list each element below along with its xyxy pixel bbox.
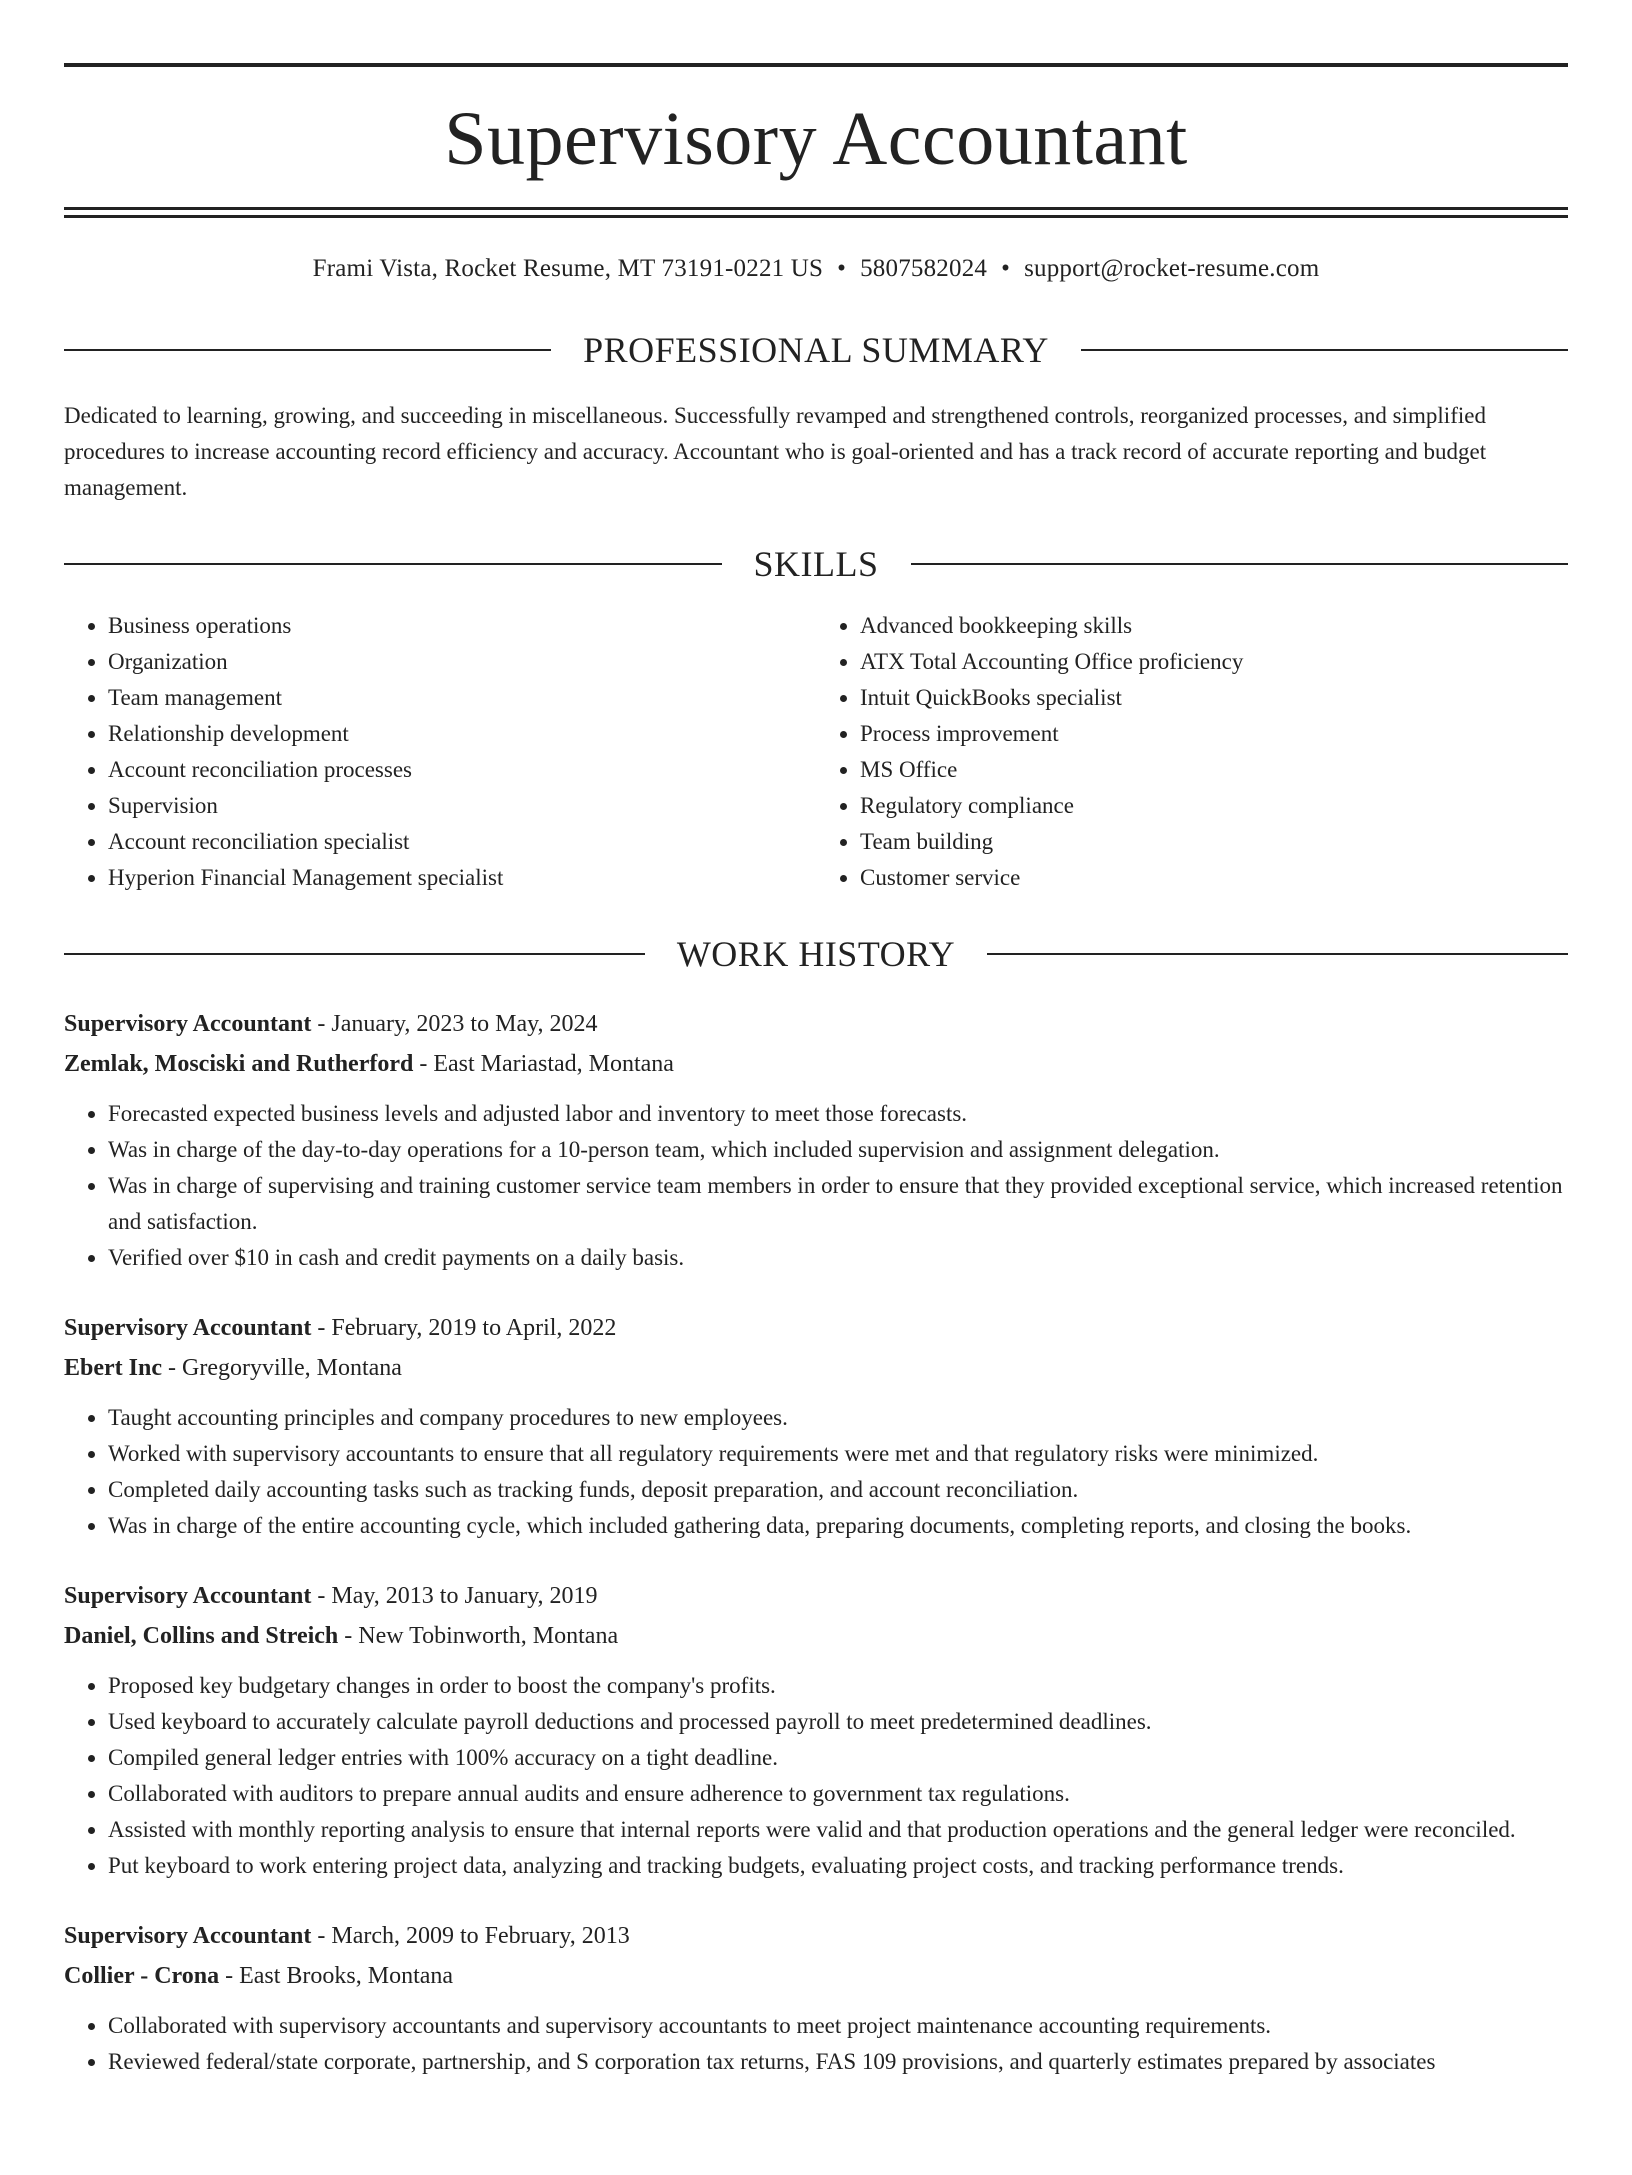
contact-separator: • (837, 255, 847, 282)
job-entry (64, 1916, 1568, 2080)
skill-item: • Regulatory compliance (860, 788, 1568, 824)
job-bullet: • Completed daily accounting tasks such as tracking funds, deposit preparation, and account reconciliation. (108, 1472, 1568, 1508)
job-company-line (64, 1044, 1568, 1084)
job-bullet: • Was in charge of supervising and training customer service team members in order to ensure that they provided exceptional service, which increased retention and satisfaction. (108, 1168, 1568, 1240)
job-bullets (64, 2008, 1568, 2080)
work-history-heading (64, 936, 1568, 972)
job-bullet: • Put keyboard to work entering project data, analyzing and tracking budgets, evaluating project costs, and tracking performance trends. (108, 1848, 1568, 1884)
job-title-line (64, 1308, 1568, 1348)
skill-item: • Relationship development (108, 716, 816, 752)
contact-address: Frami Vista, Rocket Resume, MT 73191-0221 US (312, 255, 824, 282)
job-company: Collier - Crona (64, 1963, 220, 1989)
contact-separator: • (1001, 255, 1011, 282)
skills-column-right (816, 608, 1568, 896)
job-bullet: • Taught accounting principles and company procedures to new employees. (108, 1400, 1568, 1436)
skill-item: • Account reconciliation processes (108, 752, 816, 788)
job-bullet: • Was in charge of the day-to-day operations for a 10-person team, which included supervision and assignment delegation. (108, 1132, 1568, 1168)
job-location: - East Mariastad, Montana (413, 1051, 674, 1077)
skill-item: • Customer service (860, 860, 1568, 896)
skill-item: • Team management (108, 680, 816, 716)
job-bullet: • Collaborated with auditors to prepare annual audits and ensure adherence to government tax regulations. (108, 1776, 1568, 1812)
skill-item: • Process improvement (860, 716, 1568, 752)
contact-line (64, 254, 1568, 284)
job-bullet: • Worked with supervisory accountants to ensure that all regulatory requirements were met and that regulatory risks were minimized. (108, 1436, 1568, 1472)
job-company: Zemlak, Mosciski and Rutherford (64, 1051, 414, 1077)
job-bullet: • Proposed key budgetary changes in order to boost the company's profits. (108, 1668, 1568, 1704)
job-dates: - February, 2019 to April, 2022 (311, 1315, 617, 1341)
job-company-line (64, 1348, 1568, 1388)
work-history-heading-label: WORK HISTORY (676, 934, 956, 974)
job-location: - Gregoryville, Montana (162, 1355, 402, 1381)
job-entry (64, 1004, 1568, 1276)
job-bullet: • Was in charge of the entire accounting cycle, which included gathering data, preparing documents, completing reports, and closing the books. (108, 1508, 1568, 1544)
top-rule (64, 63, 1568, 67)
summary-heading-label: PROFESSIONAL SUMMARY (583, 330, 1049, 370)
job-dates: - March, 2009 to February, 2013 (311, 1923, 630, 1949)
job-bullets (64, 1668, 1568, 1884)
skill-item: • Team building (860, 824, 1568, 860)
summary-text: Dedicated to learning, growing, and succeeding in miscellaneous. Successfully revamped and strengthened controls, reorganized processes, and simplified procedures to increase accounting record efficiency and accuracy. Accountant who is goal-oriented and has a track record of accurate reporting and budget management. (64, 403, 1487, 500)
job-title: Supervisory Accountant (64, 1315, 312, 1341)
job-location: - New Tobinworth, Montana (338, 1623, 619, 1649)
skill-item: • Organization (108, 644, 816, 680)
resume-page (0, 63, 1632, 2175)
job-bullet: • Used keyboard to accurately calculate payroll deductions and processed payroll to meet predetermined deadlines. (108, 1704, 1568, 1740)
skill-item: • Hyperion Financial Management specialist (108, 860, 816, 896)
job-title-line (64, 1916, 1568, 1956)
skill-item: • Supervision (108, 788, 816, 824)
skill-item: • Intuit QuickBooks specialist (860, 680, 1568, 716)
job-title-line (64, 1004, 1568, 1044)
job-title: Supervisory Accountant (64, 1011, 312, 1037)
contact-email: support@rocket-resume.com (1024, 255, 1320, 282)
work-history-list (64, 1004, 1568, 2080)
job-bullet: • Collaborated with supervisory accountants and supervisory accountants to meet project maintenance accounting requirements. (108, 2008, 1568, 2044)
job-company: Daniel, Collins and Streich (64, 1623, 339, 1649)
job-entry (64, 1576, 1568, 1884)
job-bullet: • Compiled general ledger entries with 100% accuracy on a tight deadline. (108, 1740, 1568, 1776)
skills-list (64, 608, 1568, 896)
job-entry (64, 1308, 1568, 1544)
double-rule (64, 207, 1568, 218)
contact-phone: 5807582024 (860, 255, 988, 282)
job-bullet: • Forecasted expected business levels and adjusted labor and inventory to meet those forecasts. (108, 1096, 1568, 1132)
job-dates: - January, 2023 to May, 2024 (311, 1011, 598, 1037)
job-bullets (64, 1096, 1568, 1276)
resume-name: Supervisory Accountant (444, 97, 1188, 181)
job-company: Ebert Inc (64, 1355, 162, 1381)
skill-item: • MS Office (860, 752, 1568, 788)
job-company-line (64, 1956, 1568, 1996)
skills-heading-label: SKILLS (753, 544, 879, 584)
job-company-line (64, 1616, 1568, 1656)
job-dates: - May, 2013 to January, 2019 (311, 1583, 598, 1609)
job-bullets (64, 1400, 1568, 1544)
skills-column-left (64, 608, 816, 896)
job-bullet: • Verified over $10 in cash and credit payments on a daily basis. (108, 1240, 1568, 1276)
skill-item: • Advanced bookkeeping skills (860, 608, 1568, 644)
job-location: - East Brooks, Montana (219, 1963, 454, 1989)
skill-item: • Account reconciliation specialist (108, 824, 816, 860)
job-title-line (64, 1576, 1568, 1616)
job-bullet: • Assisted with monthly reporting analysis to ensure that internal reports were valid and that production operations and the general ledger were reconciled. (108, 1812, 1568, 1848)
summary-heading (64, 332, 1568, 368)
skills-heading (64, 546, 1568, 582)
job-title: Supervisory Accountant (64, 1583, 312, 1609)
job-title: Supervisory Accountant (64, 1923, 312, 1949)
skill-item: • Business operations (108, 608, 816, 644)
job-bullet: • Reviewed federal/state corporate, partnership, and S corporation tax returns, FAS 109 provisions, and quarterly estimates prepared by associates (108, 2044, 1568, 2080)
skill-item: • ATX Total Accounting Office proficiency (860, 644, 1568, 680)
